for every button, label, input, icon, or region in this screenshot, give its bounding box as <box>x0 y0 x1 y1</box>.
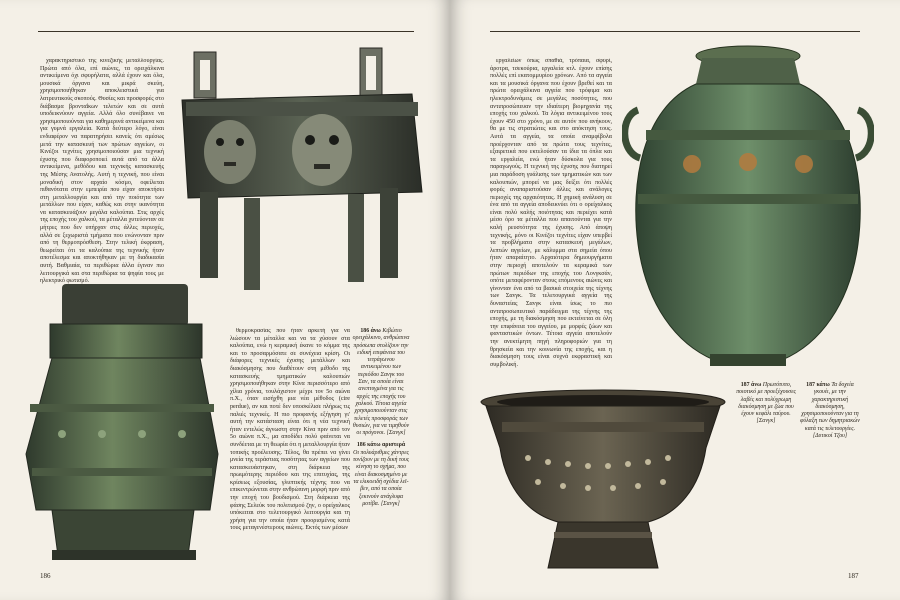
header-rule <box>490 31 860 32</box>
caption-text: Οι πολυάριθμες χάντρες τονίζουν με τη δική τους κίνηση το σχήμα, που είναι διακοσμημένο με τα ελικοειδή σχέδια λεϊ-βεν, από τα οποία ξεκινούν ανάγλυφα μοτίβα. [Σανγκ] <box>352 449 410 507</box>
page-number-right: 187 <box>848 572 859 580</box>
hu-vessel-image <box>22 284 222 568</box>
caption-186-top <box>352 328 410 508</box>
body-paragraph: εργαλείων όπως σπαθιά, τρόπαια, σφυρί, άροτρα, τσεκούρια, εργαλεία κτλ. έχουν επίσης πολλές επί εκατομμυρίου χρόνων. Από τα αγγεία και τα μουσικά όργανα που έχουν βρεθεί και τα πρώτα ορειχάλκινα αγγεία που τρόφιμα και ηλεκτροδυνάμεις σε μεγάλες ποσότητες, που αντιπροσώπευαν την ιδιαίτερη βιομηχανία της εποχής του χαλκού. Τα λόγια αντικειμένου τους έχουν 450 στο χρόνο, με σε αυτόν που ανήκουν, θα με τις στρατιώτες και στο απόκτηση τους. Αυτά τα αγγεία, τα οποία αναμφίβολα προέρχονταν από τα πρώτα τους τεχνίτες, εξαιρετικά που εκτελούσαν τα ίδια τα όπλα και τα εργαλεία, ενώ ήταν δύσκολα για τους παραγωγούς. Η τεχνική της έχυσης που διατηρεί μια παράδοση γυάλισης των τμηματικών και των καλουπιών, μπορεί να μας δείξει ότι πολλές φορές αναπαριστούσαν άλλες και ανάλογες περιοχές της αρχαιότητας. Η χημική ανάλυση σε ένα από τα αγγεία αποδεικνύει ότι ο ορείχαλκος είναι πολύ καλής ποιότητας και περιέχει κατά μέσο όρο τα μέταλλα που απαιτούνται για την καλή ρευστότητα της έχυσης. Από άποψη τεχνικής, μόνο οι Κινέζοι τεχνίτες είχαν υπερβεί τα προβλήματα στην κατασκευή μεγάλων, λεπτών αγγείων, με κάλυμμα στα σημεία όπου ήταν απαραίτητο. Αρχαιότερα δημιουργήματα στην περιοχή αποτελούν τα κεραμικά των πρώτων περιόδων της εποχής του Λονγκσάν, οπότε μεταφέρονταν στους επόμενους αιώνες και γίνονταν ένα από τα βασικά στοιχεία της τέχνης των Σανγκ. Τα τελετουργικά αγγεία της δυναστείας Σανγκ είναι ίσως το πιο αντιπροσωπευτικό παράδειγμα της τέχνης της εποχής, με τη διακόσμηση που εκτείνεται σε όλη την επιφάνεια του αγγείου, με μορφές ζώων και φανταστικών όντων. Τέτοια αγγεία αποτελούν την ανεκτίμητη πηγή πληροφοριών για τη θρησκεία και την κοινωνία της εποχής, και η διακόσμηση τους είναι συχνά εκφραστική και συμβολική. <box>490 58 612 368</box>
caption-187-bottom <box>800 382 860 440</box>
lei-jar-image <box>622 44 874 370</box>
right-page <box>450 0 900 600</box>
page-number-left: 186 <box>40 572 51 580</box>
caption-text: Κιβώτιο ορειχάλκινο, ανθρώπινα πρόσωπα στολίζουν την ειδική επιφάνεια του τετράγωνου αντικειμένου των περιόδου Σανγκ του Σαν, τα οποία είναι ανεπτυγμένα για τις αρχές της εποχής του χαλκού. Τέτοια αγγεία χρησιμοποιούνταν στις τελετές προσφοράς των θυσιών, για να τιμηθούν οι πρόγονοι. [Σανγκ] <box>352 328 410 437</box>
ding-vessel-image <box>172 42 430 304</box>
body-text-column-1 <box>40 58 164 296</box>
caption-text: Τα δοχεία γκουέι, με την χαρακτηριστική διακόσμηση, χρησιμοποιούνταν για τη φύλαξη των δημητριακών κατά τις τελετουργίες. [Δυτικοί Τζου] <box>800 382 860 440</box>
body-paragraph: θερμοκρασίας που ήταν αρκετή για να λιώσουν τα μέταλλα και να τα χύσουν στα καλούπια, ενώ η κεραμική έκανε το κόμμα της και το προσαρμόσατε σε συνέχεια κρίση. Οι διάφορες τεχνικές έχυσης μετάλλων και διακόσμησης που διαθέτουν στη μέθοδο της κατασκευής τμηματικών καλουπιών χρησιμοποιήθηκαν στην Κίνα περισσότερο από χίλια χρόνια, τουλάχιστον μέχρι τον 5ο αιώνα π.Χ., όταν εισήχθη μια νέα μέθοδος (cire perdue), αν και ποτέ δεν υποσκέλισε πλήρως τις παλιές τεχνικές. Η πιο προφανής εξήγηση γι' αυτή την κατάσταση είναι ότι η νέα τεχνική ήταν εντελώς άγνωστη στην Κίνα πριν από τον 5ο αιώνα π.Χ., μα αποδίδει πολύ φαίνεται να συνδέεται με τη θεωρία ότι η μεταλλουργία ήταν τοπικής προέλευσης. Τέλος, θα πρέπει να γίνει μνεία της τεράστιας ποσότητας των αγγείων που κατασκευάστηκαν, στη διάρκεια της πρωιμότερης περιόδου και της επιτυχίας, της κρίσεως εξουσίας, γλυπτικής τέχνης που να επικεντρώνεται στην ανθρώπινη μορφή πριν από την εποχή του βουδισμού. Στη διάρκεια της φάσης Σελεύκ του πολιτισμού ζην, ο ορείχαλκος υπόκειται στο τελετουργικό λειτουργία και τη χρήση για την οποία ήταν προορισμένος κατά τους μεταγενέστερους αιώνες. Εκτός των μέσων <box>230 328 350 532</box>
caption-text: Πρωτότυπο, ποιοτικό με προεξέχουσες λαβές και πολύχρωμη διακόσμηση με ζώα που έχουν κεφάλι ταύρου. [Σανγκ] <box>736 382 796 425</box>
body-text-column-2 <box>230 328 350 568</box>
caption-heading: 187 άνω <box>740 382 762 388</box>
caption-heading: 186 κάτω αριστερά <box>356 442 406 449</box>
caption-187-top <box>736 382 796 426</box>
caption-heading: 186 άνω <box>360 328 381 334</box>
caption-heading: 187 κάτω <box>806 382 830 388</box>
gui-vessel-image <box>478 388 728 576</box>
body-paragraph: χαρακτηριστικό της κινεζικής μεταλλουργίας. Πρώτα από όλα, επί αιώνες, τα ορειχάλκινα αντικείμενα όχι σφυρήλατα, αλλά έχουν και όλα, μουσικά όργανα και μικρά σκεύη, χρησιμοποιήθηκαν αποκλειστικά για λατρευτικούς σκοπούς. Θυσίες και προσφορές στο διάβασμα βρονταΐκων τελετών και σε αυτά υποδεικνύουν αγγεία. Αλλά όλο συνέβαινε να χρησιμοποιούνται για καθημερινά αντικείμενα και για γυμνά εργαλεία. Κατά δεύτερο λόγο, είναι ενδιαφέρον να παρατηρήσει κανείς ότι αμέσως μετά την κατασκευή των πρώτων αγγείων, οι Κινέζοι τεχνίτες χρησιμοποιούσαν μια τεχνική έχυσης που διαφοροποιεί αυτά από τα άλλα αντικείμενα, μεθόδου και τεχνικής κατασκευής της Μέσης Ανατολής. Αυτή η τεχνική, που είναι μοναδική στον αρχαίο κόσμο, οφείλεται πιθανότατα στην εμπειρία που είχαν αποκτήσει στη μεταλλουργία και από την ποιότητα των μετάλλων που είχαν, καθώς και στην ικανότητα να κατασκευάζουν μεγάλα καλούπια. Στις αρχές της εποχής του χαλκού, τα μέταλλα χυτεύονταν σε μήτρες που δεν υπήρχαν στις άλλες περιοχές, αλλά σε ξεχωριστά τμήματα που ενώνονταν πριν από τη θερμοπρόσθεση. Στην τελική έκφραση, θεωρείται ότι τα καλούπια της τεχνικής ήταν αποτέλεσμα και αποκτήθηκαν με τη διαδικασία αυτή. Βαθμιαία, τα περιθώρια άλλα έγιναν πιο λειτουργικά και στα περιθώρια τα ψηφία τους με ηλεκτρικό φωτισμό. <box>40 58 164 285</box>
body-text-column-1 <box>490 58 612 388</box>
header-rule <box>38 31 414 32</box>
